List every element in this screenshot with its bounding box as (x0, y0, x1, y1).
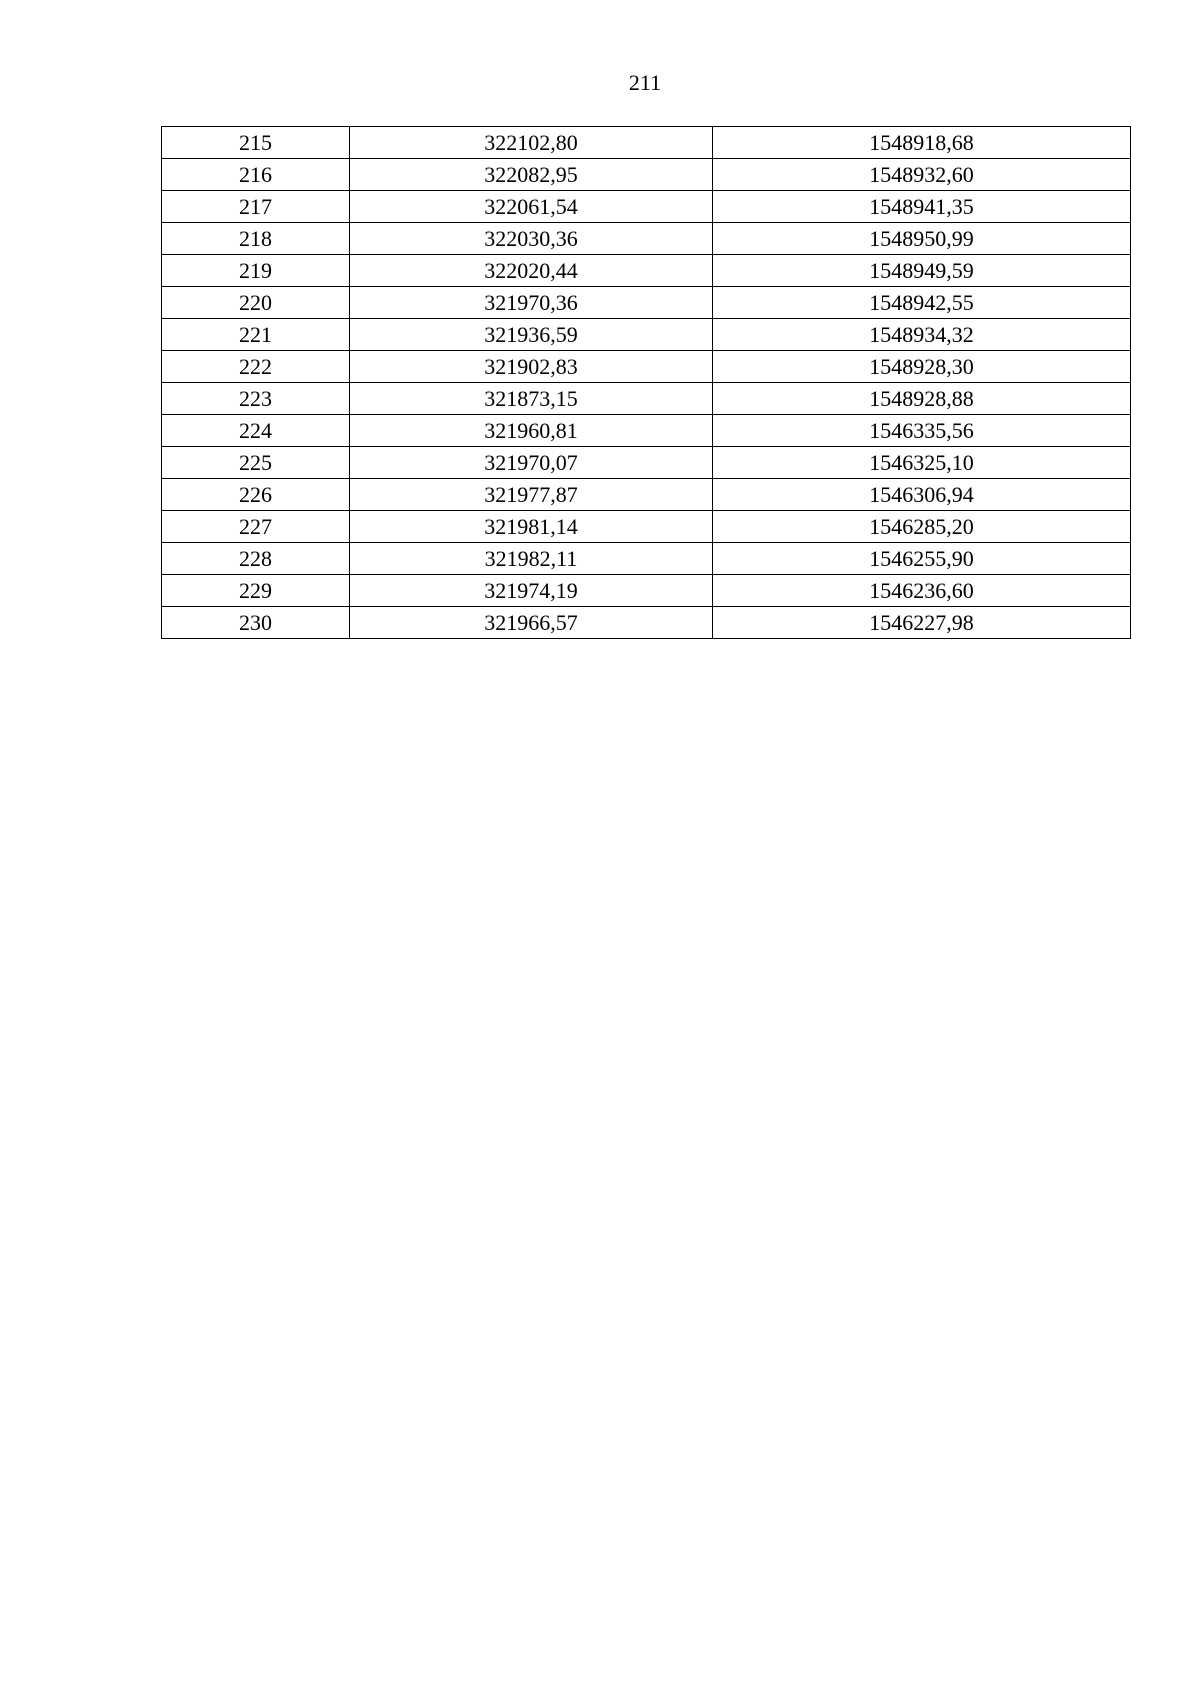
table-row (162, 383, 1131, 415)
table-row (162, 415, 1131, 447)
point-number-cell: 225 (162, 447, 350, 479)
point-number-cell: 230 (162, 607, 350, 639)
x-coordinate-cell: 322020,44 (350, 255, 713, 287)
x-coordinate-cell: 321977,87 (350, 479, 713, 511)
y-coordinate-cell: 1546306,94 (713, 479, 1131, 511)
point-number-cell: 218 (162, 223, 350, 255)
y-coordinate-cell: 1548928,88 (713, 383, 1131, 415)
y-coordinate-cell: 1546325,10 (713, 447, 1131, 479)
x-coordinate-cell: 321873,15 (350, 383, 713, 415)
x-coordinate-cell: 321970,36 (350, 287, 713, 319)
table-row (162, 159, 1131, 191)
point-number-cell: 222 (162, 351, 350, 383)
x-coordinate-cell: 321960,81 (350, 415, 713, 447)
table-row (162, 511, 1131, 543)
point-number-cell: 220 (162, 287, 350, 319)
x-coordinate-cell: 322082,95 (350, 159, 713, 191)
point-number-cell: 227 (162, 511, 350, 543)
x-coordinate-cell: 322102,80 (350, 127, 713, 159)
table-row (162, 191, 1131, 223)
point-number-cell: 224 (162, 415, 350, 447)
coordinates-table (161, 126, 1131, 639)
x-coordinate-cell: 321902,83 (350, 351, 713, 383)
y-coordinate-cell: 1546227,98 (713, 607, 1131, 639)
point-number-cell: 228 (162, 543, 350, 575)
table-row (162, 287, 1131, 319)
y-coordinate-cell: 1548934,32 (713, 319, 1131, 351)
table-row (162, 479, 1131, 511)
x-coordinate-cell: 322061,54 (350, 191, 713, 223)
point-number-cell: 216 (162, 159, 350, 191)
table-row (162, 447, 1131, 479)
y-coordinate-cell: 1546335,56 (713, 415, 1131, 447)
point-number-cell: 223 (162, 383, 350, 415)
table-row (162, 127, 1131, 159)
table-row (162, 543, 1131, 575)
y-coordinate-cell: 1548928,30 (713, 351, 1131, 383)
coordinates-table-body (162, 127, 1131, 639)
y-coordinate-cell: 1548949,59 (713, 255, 1131, 287)
table-row (162, 319, 1131, 351)
x-coordinate-cell: 322030,36 (350, 223, 713, 255)
table-row (162, 575, 1131, 607)
point-number-cell: 219 (162, 255, 350, 287)
y-coordinate-cell: 1548932,60 (713, 159, 1131, 191)
page-number: 211 (628, 70, 662, 95)
y-coordinate-cell: 1548942,55 (713, 287, 1131, 319)
table-row (162, 223, 1131, 255)
y-coordinate-cell: 1548941,35 (713, 191, 1131, 223)
x-coordinate-cell: 321982,11 (350, 543, 713, 575)
table-row (162, 255, 1131, 287)
point-number-cell: 215 (162, 127, 350, 159)
point-number-cell: 229 (162, 575, 350, 607)
table-row (162, 351, 1131, 383)
point-number-cell: 226 (162, 479, 350, 511)
x-coordinate-cell: 321974,19 (350, 575, 713, 607)
x-coordinate-cell: 321936,59 (350, 319, 713, 351)
y-coordinate-cell: 1546255,90 (713, 543, 1131, 575)
point-number-cell: 221 (162, 319, 350, 351)
y-coordinate-cell: 1546285,20 (713, 511, 1131, 543)
y-coordinate-cell: 1546236,60 (713, 575, 1131, 607)
x-coordinate-cell: 321966,57 (350, 607, 713, 639)
x-coordinate-cell: 321970,07 (350, 447, 713, 479)
x-coordinate-cell: 321981,14 (350, 511, 713, 543)
point-number-cell: 217 (162, 191, 350, 223)
table-row (162, 607, 1131, 639)
y-coordinate-cell: 1548918,68 (713, 127, 1131, 159)
y-coordinate-cell: 1548950,99 (713, 223, 1131, 255)
